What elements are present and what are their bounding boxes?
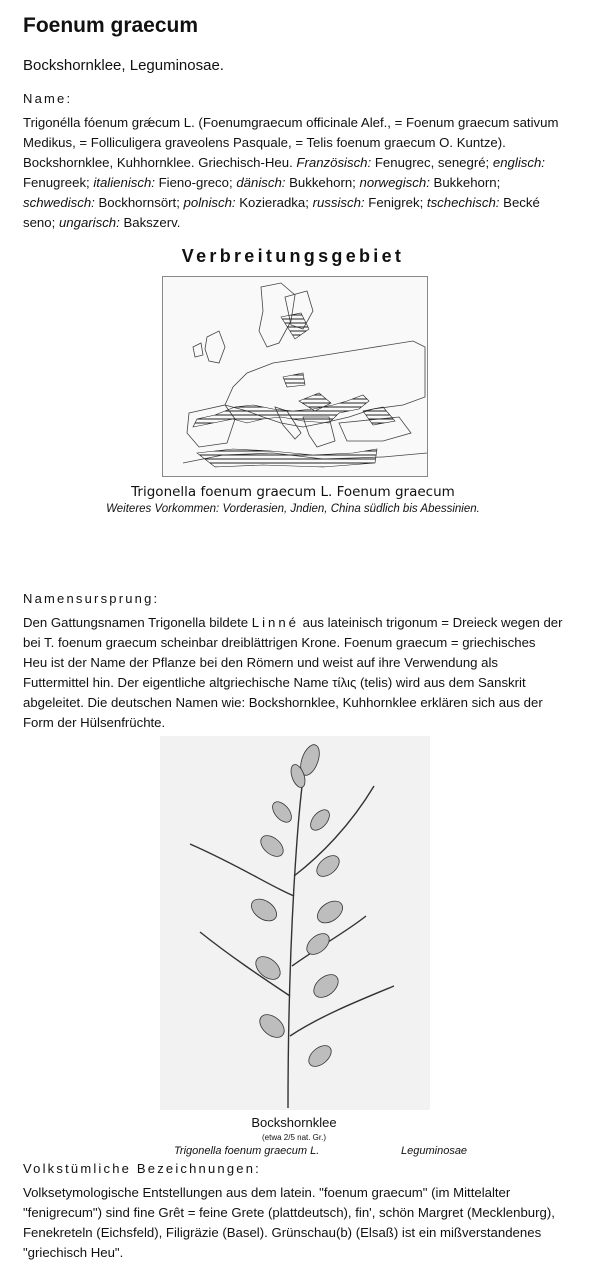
- distribution-map-image: [162, 276, 428, 477]
- folk-section-label: Volkstümliche Bezeichnungen:: [23, 1161, 261, 1176]
- plant-family: Leguminosae: [401, 1145, 468, 1157]
- text-run: Bakszerv.: [119, 215, 181, 230]
- folk-section-text: [23, 1183, 563, 1263]
- text-run: polnisch:: [183, 195, 236, 210]
- text-run: Linné: [251, 615, 300, 630]
- text-run: Kozieradka;: [235, 195, 313, 210]
- plant-latin-name: Trigonella foenum graecum L.: [174, 1145, 320, 1157]
- text-run: Bukkehorn;: [285, 175, 360, 190]
- text-run: aus lateinisch trigonum = Dreieck wegen der bei T. foenum graecum scheinbar dreiblättrigen Krone. Foenum graecum = griechisches Heu ist der Name der Pflanze bei den Römern und weist auf ihre Verwendung als Futtermittel hin. Der eigentliche altgriechische Name τίλις (telis) wird aus dem Sanskrit abgeleitet. Die deutschen Namen wie: Bockshornklee, Kuhhornklee erklären sich aus der Form der Hülsenfrüchte.: [23, 615, 563, 730]
- text-run: Volksetymologische Entstellungen aus dem latein. "foenum graecum" (im Mittelalter "fenigrecum") sind fine Grêt = feine Grete (plattdeutsch), fin', schön Margret (Mecklenburg), Fenekreteln (Eichsfeld), Filigräzie (Basel). Grünschau(b) (Elsaß) ist ein mißverstandenes "griechisch Heu".: [23, 1185, 555, 1260]
- name-section-label: Name:: [23, 91, 73, 106]
- text-run: Fenigrek;: [364, 195, 427, 210]
- plant-illustration: [160, 736, 430, 1110]
- text-run: dänisch:: [236, 175, 286, 190]
- text-run: Den Gattungsnamen Trigonella bildete: [23, 615, 252, 630]
- page-title: Foenum graecum: [23, 14, 199, 37]
- plant-scale-note: (etwa 2/5 nat. Gr.): [261, 1133, 327, 1142]
- text-run: schwedisch:: [23, 195, 95, 210]
- text-run: Bockhornsört;: [94, 195, 184, 210]
- text-run: norwegisch:: [359, 175, 430, 190]
- page-subtitle: Bockshornklee, Leguminosae.: [23, 57, 224, 74]
- name-section-text: [23, 113, 563, 233]
- text-run: Fenugrec, senegré;: [371, 155, 493, 170]
- plant-name: Bockshornklee: [251, 1115, 337, 1130]
- text-run: Französisch:: [296, 155, 372, 170]
- origin-section-label: Namensursprung:: [23, 591, 160, 606]
- text-run: tschechisch:: [426, 195, 500, 210]
- text-run: Becké seno;: [23, 195, 540, 230]
- text-run: ungarisch:: [58, 215, 120, 230]
- text-run: englisch:: [492, 155, 545, 170]
- origin-section-text: [23, 613, 563, 733]
- distribution-map-subcaption: Weiteres Vorkommen: Vorderasien, Jndien, China südlich bis Abessinien.: [106, 503, 480, 515]
- distribution-map-title: Verbreitungsgebiet: [181, 246, 405, 266]
- distribution-map-caption: Trigonella foenum graecum L. Foenum graecum: [131, 484, 455, 500]
- text-run: russisch:: [312, 195, 365, 210]
- text-run: Bukkehorn;: [429, 175, 501, 190]
- text-run: Fenugreek;: [23, 175, 94, 190]
- text-run: italienisch:: [93, 175, 155, 190]
- text-run: Trigonélla fóenum grǽcum L. (Foenumgraecum officinale Alef., = Foenum graecum sativum Medikus, = Folliculigera graveolens Pasquale, = Telis foenum graecum O. Kuntze). Bockshornklee, Kuhhornklee. Griechisch-Heu.: [23, 115, 559, 170]
- text-run: Fieno-greco;: [154, 175, 237, 190]
